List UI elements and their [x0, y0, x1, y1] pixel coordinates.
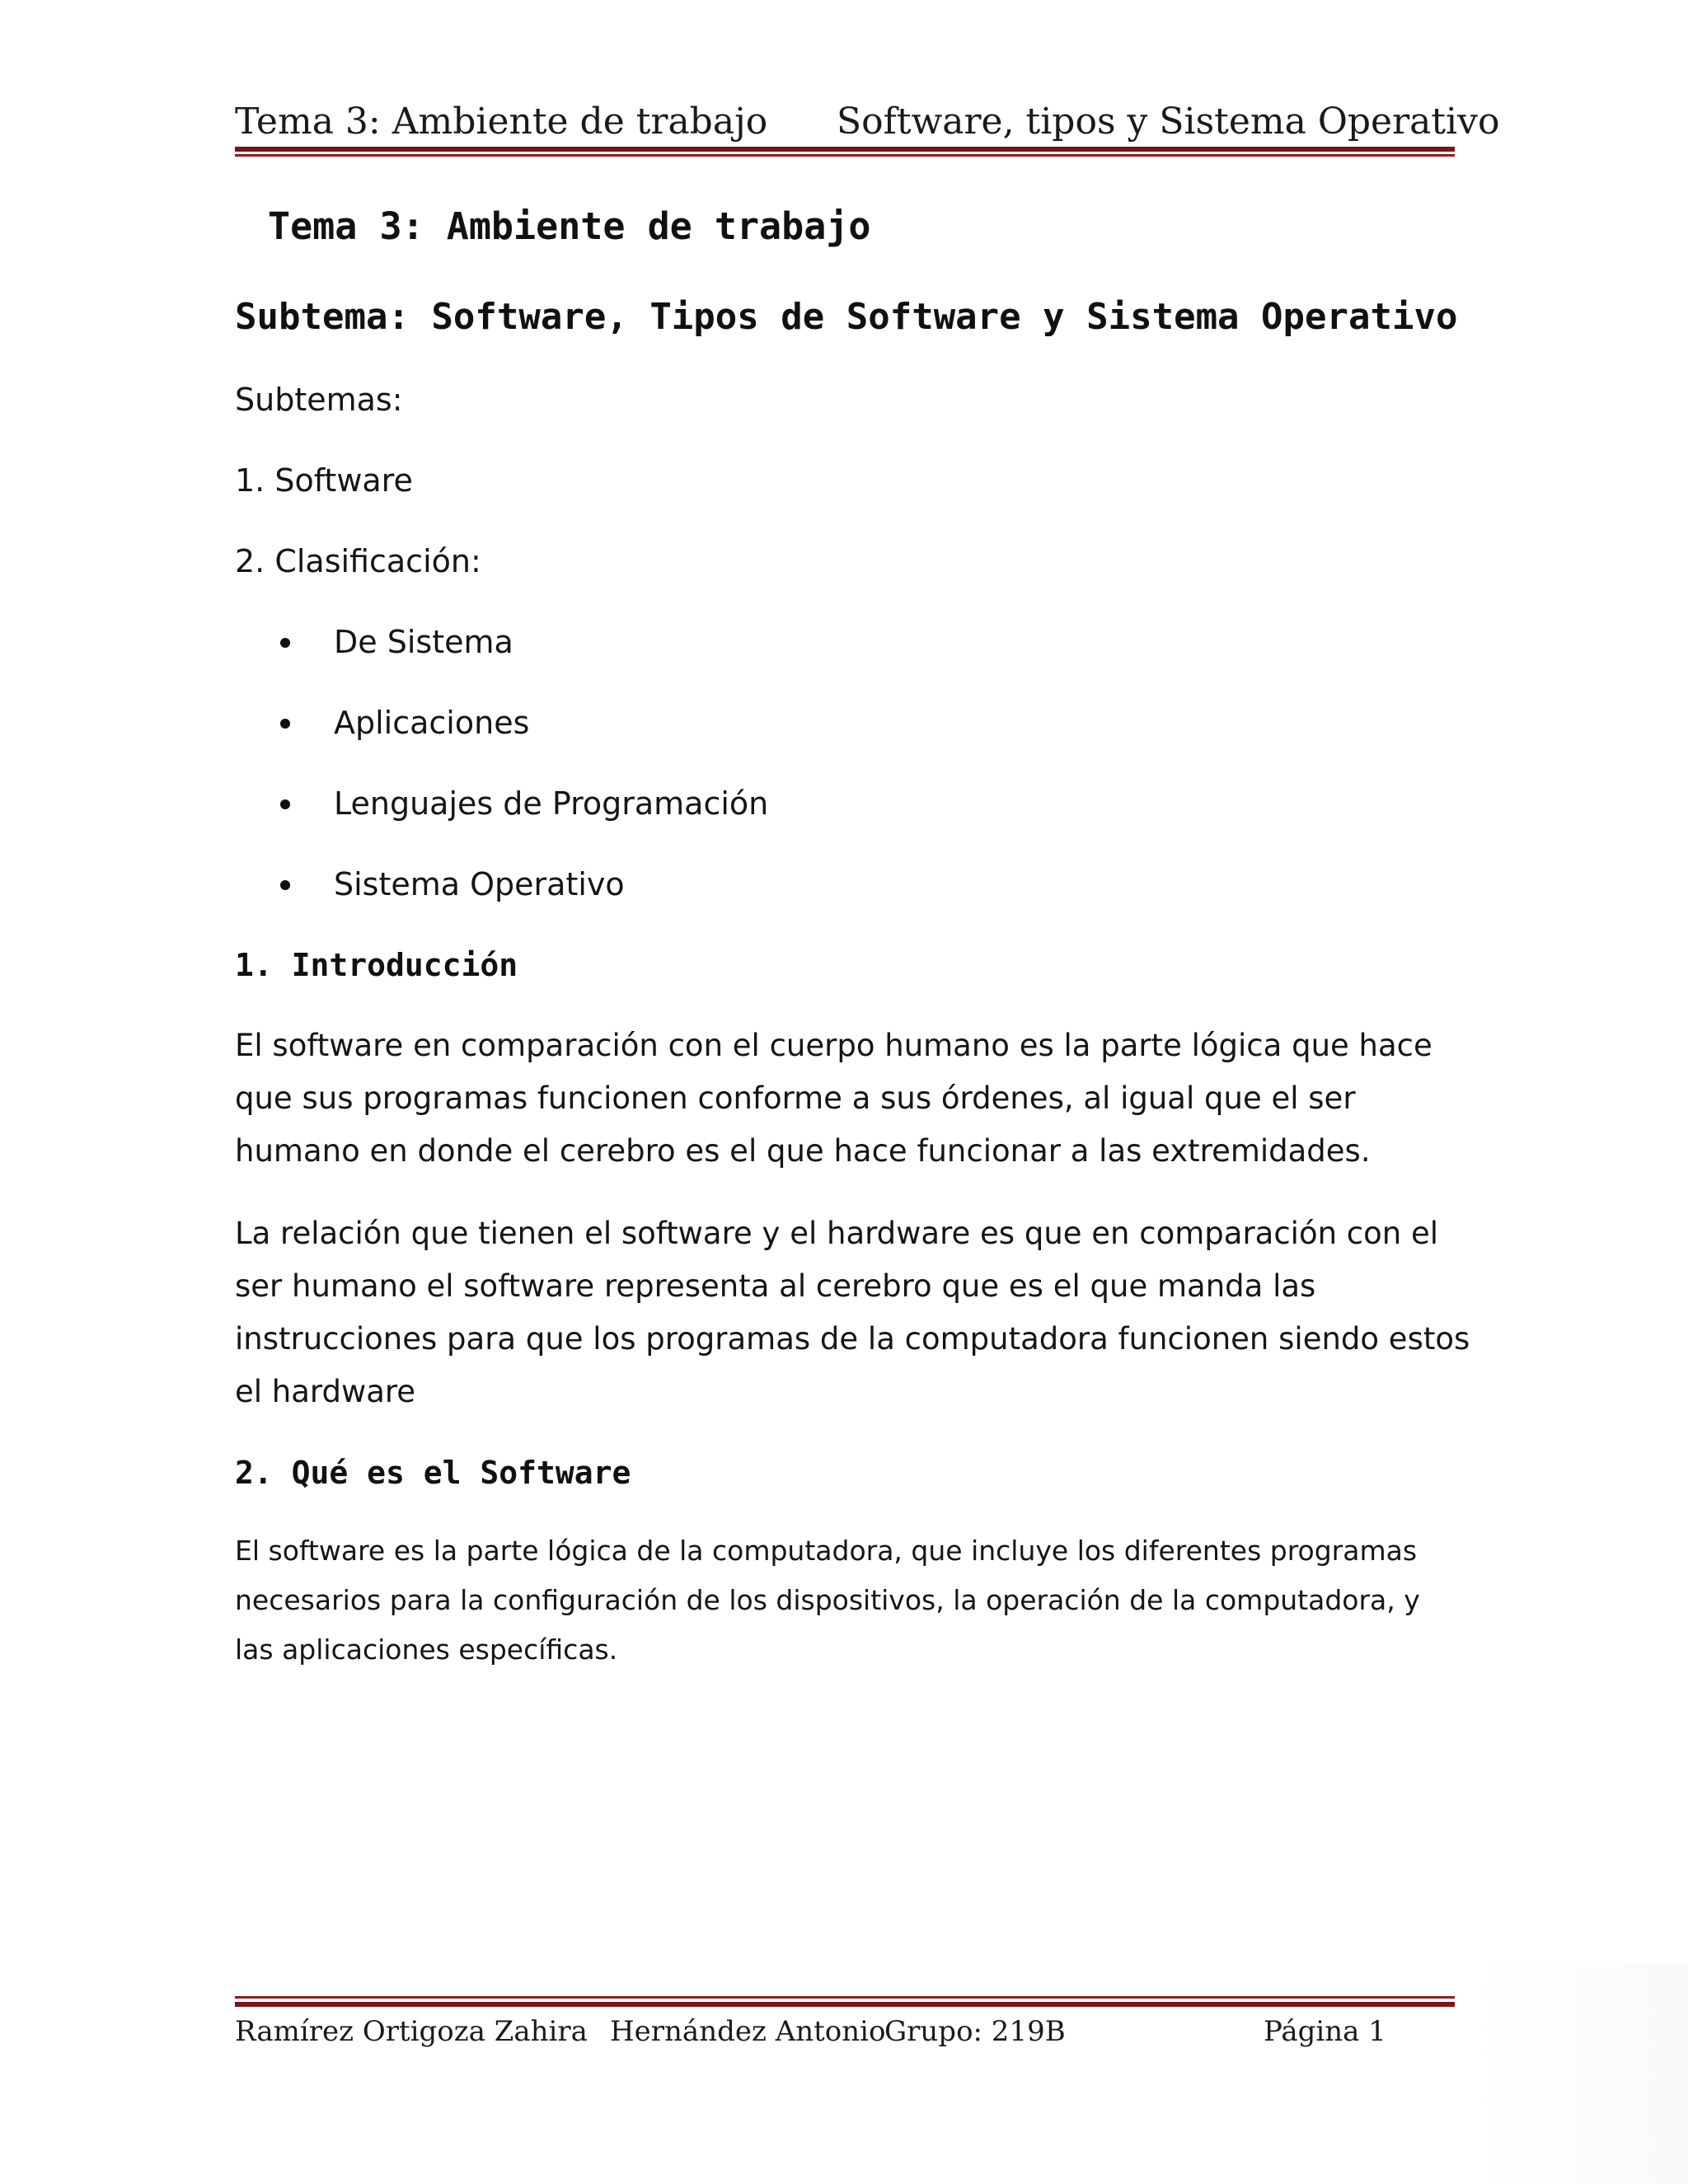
- page-edge-shade: [1467, 1961, 1688, 2184]
- footer-author-2: Hernández Antonio: [610, 2015, 886, 2048]
- section-heading-introduccion: 1. Introducción: [235, 947, 518, 983]
- footer-group: Grupo: 219B: [884, 2015, 1066, 2048]
- list-item-clasificacion: 2. Clasificación:: [235, 543, 481, 579]
- bullet-icon: [280, 719, 290, 729]
- list-item-software: 1. Software: [235, 462, 413, 499]
- paragraph-line: El software en comparación con el cuerpo humano es la parte lógica que hace: [235, 1028, 1432, 1063]
- bullet-icon: [280, 880, 290, 890]
- paragraph-introduccion-1: [235, 1019, 1471, 1178]
- header-rule-thin: [235, 154, 1455, 157]
- subtemas-label: Subtemas:: [235, 382, 403, 418]
- footer-rule-thick: [235, 2002, 1455, 2007]
- bullet-text: Aplicaciones: [334, 705, 530, 741]
- header-rule-thick: [235, 147, 1455, 152]
- page-header: [235, 97, 1500, 147]
- paragraph-line: que sus programas funcionen conforme a sus órdenes, al igual que el ser: [235, 1080, 1356, 1116]
- bullet-text: Sistema Operativo: [334, 866, 625, 902]
- paragraph-line: necesarios para la configuración de los dispositivos, la operación de la computadora, y: [235, 1584, 1420, 1616]
- paragraph-line: El software es la parte lógica de la computadora, que incluye los diferentes programas: [235, 1535, 1418, 1567]
- paragraph-line: las aplicaciones específicas.: [235, 1633, 618, 1666]
- document-title: Tema 3: Ambiente de trabajo: [268, 204, 871, 248]
- bullet-icon: [280, 799, 290, 809]
- paragraph-line: humano en donde el cerebro es el que hace funcionar a las extremidades.: [235, 1133, 1371, 1169]
- page-footer: [235, 2011, 1455, 2052]
- bullet-text: De Sistema: [334, 624, 513, 660]
- paragraph-line: el hardware: [235, 1374, 416, 1409]
- footer-page-number: Página 1: [1264, 2015, 1386, 2048]
- footer-rule-thin: [235, 1996, 1455, 1999]
- paragraph-line: ser humano el software representa al cerebro que es el que manda las: [235, 1268, 1316, 1304]
- bullet-icon: [280, 638, 290, 648]
- paragraph-line: instrucciones para que los programas de la computadora funcionen siendo estos: [235, 1321, 1470, 1357]
- footer-author-1: Ramírez Ortigoza Zahira: [235, 2015, 588, 2048]
- section-heading-que-es-software: 2. Qué es el Software: [235, 1455, 631, 1491]
- paragraph-line: La relación que tienen el software y el hardware es que en comparación con el: [235, 1216, 1439, 1251]
- header-left-text: Tema 3: Ambiente de trabajo: [235, 101, 768, 143]
- bullet-text: Lenguajes de Programación: [334, 785, 769, 822]
- paragraph-introduccion-2: [235, 1207, 1471, 1418]
- paragraph-que-es-software: [235, 1526, 1471, 1675]
- header-right-text: Software, tipos y Sistema Operativo: [837, 101, 1500, 143]
- document-subtitle: Subtema: Software, Tipos de Software y Sistema Operativo: [235, 296, 1458, 338]
